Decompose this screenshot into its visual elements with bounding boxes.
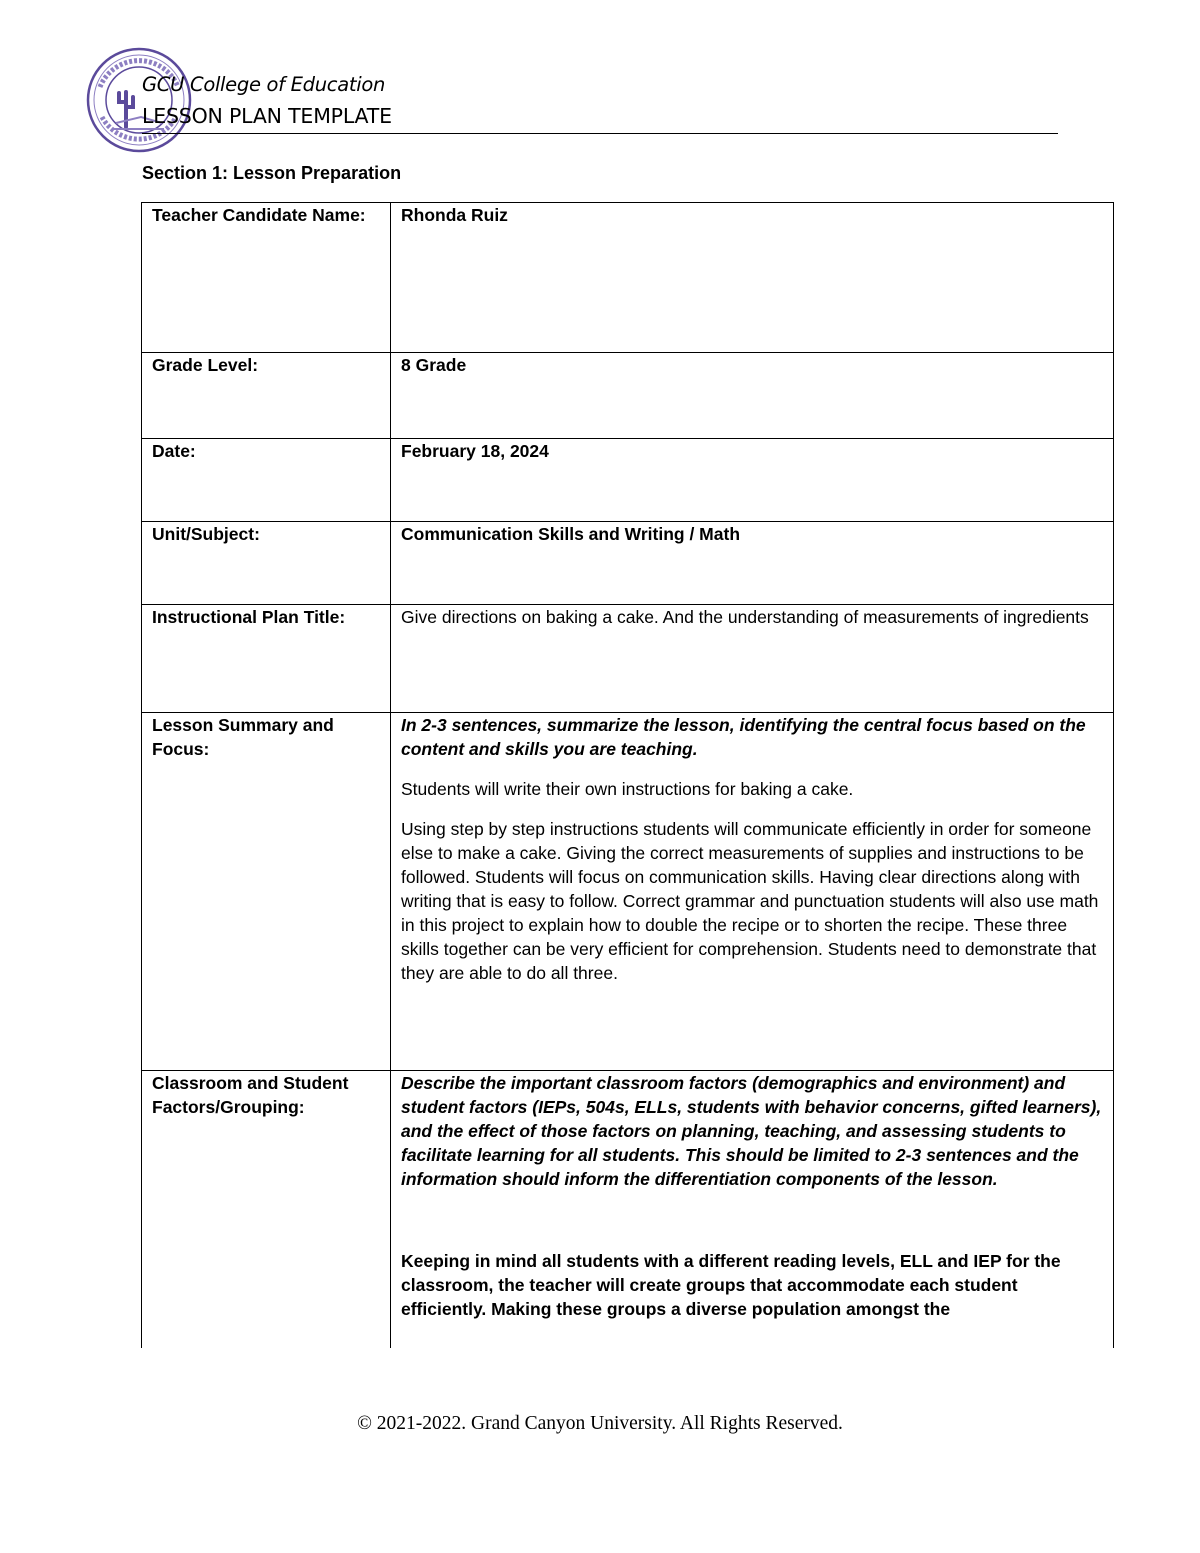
summary-paragraph: Using step by step instructions students will communicate efficiently in order for someone else to make a cake. Giving the correct measurements of supplies and instructions to be followed. Students will focus on communication skills. Having clear directions along with writing that is easy to follow. Correct grammar and punctuation students will also use math in this project to explain how to double the recipe or to shorten the recipe. These three skills together can be very efficient for comprehension. Students need to demonstrate that they are able to do all three.: [401, 819, 1099, 983]
date-label: Date:: [142, 439, 391, 522]
summary-paragraph: Students will write their own instructions for baking a cake.: [401, 779, 854, 799]
classroom-response: Keeping in mind all students with a different reading levels, ELL and IEP for the classroom, the teacher will create groups that accommodate each student efficiently. Making these groups a diverse population amongst the: [401, 1251, 1061, 1319]
header-divider: [142, 133, 1058, 134]
date-value: February 18, 2024: [391, 439, 1114, 522]
table-row: [142, 605, 1114, 713]
table-row: [142, 522, 1114, 605]
unit-subject-label: Unit/Subject:: [142, 522, 391, 605]
unit-subject-value: Communication Skills and Writing / Math: [391, 522, 1114, 605]
gcu-seal-logo: [86, 47, 192, 153]
lesson-plan-table: [141, 202, 1114, 1371]
lesson-summary-label: Lesson Summary and Focus:: [142, 713, 391, 1071]
teacher-name-value: Rhonda Ruiz: [391, 203, 1114, 353]
copyright-footer: © 2021-2022. Grand Canyon University. All Rights Reserved.: [357, 1413, 843, 1434]
lesson-summary-cell: [391, 713, 1114, 1071]
page-break-mask: [141, 1348, 1115, 1408]
table-row: [142, 713, 1114, 1071]
grade-level-value: 8 Grade: [391, 353, 1114, 439]
classroom-factors-cell: [391, 1071, 1114, 1371]
grade-level-label: Grade Level:: [142, 353, 391, 439]
table-row: [142, 439, 1114, 522]
college-name: GCU College of Education: [142, 73, 386, 96]
table-row: [142, 1071, 1114, 1371]
teacher-name-label: Teacher Candidate Name:: [142, 203, 391, 353]
plan-title-label: Instructional Plan Title:: [142, 605, 391, 713]
table-row: [142, 203, 1114, 353]
plan-title-value: Give directions on baking a cake. And the understanding of measurements of ingredients: [391, 605, 1114, 713]
classroom-prompt: Describe the important classroom factors (demographics and environment) and student factors (IEPs, 504s, ELLs, students with behavior concerns, gifted learners), and the effect of those factors on planning, teaching, and assessing students to facilitate learning for all students. This should be limited to 2-3 sentences and the information should inform the differentiation components of the lesson.: [401, 1073, 1102, 1189]
table-row: [142, 353, 1114, 439]
template-title: LESSON PLAN TEMPLATE: [142, 104, 392, 128]
classroom-factors-label: Classroom and Student Factors/Grouping:: [142, 1071, 391, 1371]
summary-prompt: In 2-3 sentences, summarize the lesson, identifying the central focus based on the content and skills you are teaching.: [401, 715, 1086, 759]
section-heading: Section 1: Lesson Preparation: [142, 163, 402, 183]
